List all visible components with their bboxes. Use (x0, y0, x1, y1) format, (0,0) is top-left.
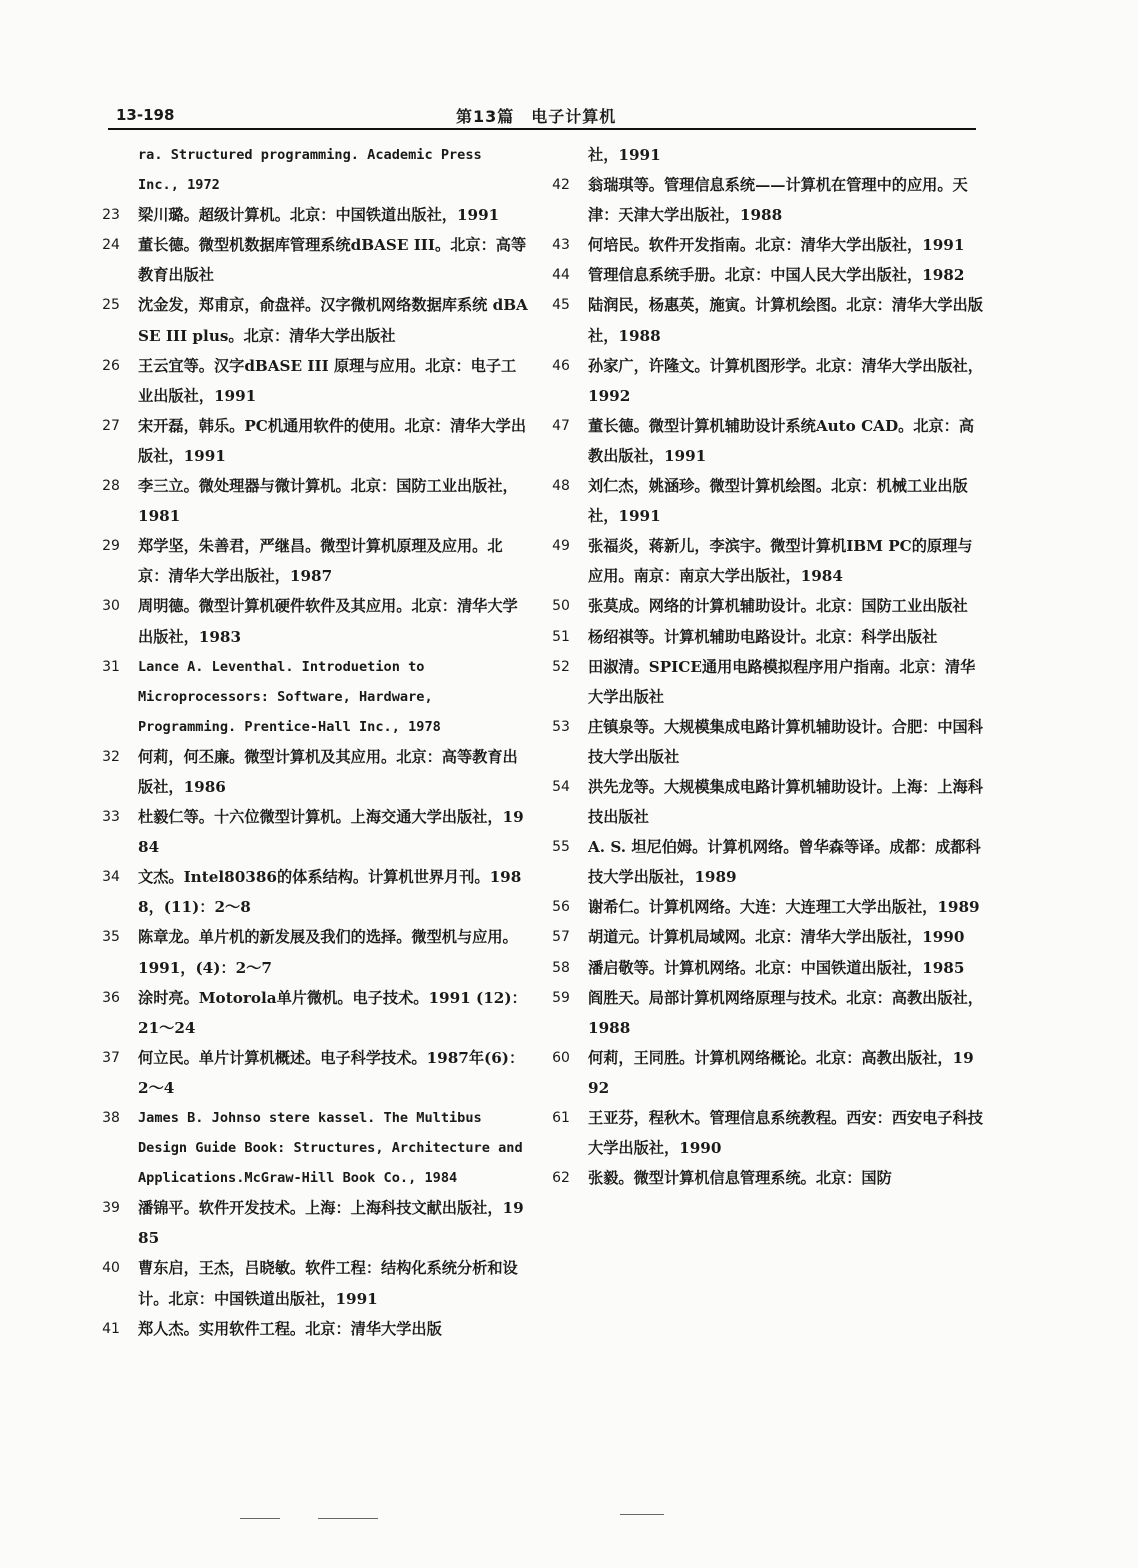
reference-text: 阎胜天。局部计算机网络原理与技术。北京：高教出版社，1988 (588, 988, 983, 1037)
reference-number: 56 (552, 899, 570, 916)
reference-entry (546, 1043, 984, 1103)
reference-text: 陆润民，杨惠英，施寅。计算机绘图。北京：清华大学出版社，1988 (588, 296, 983, 345)
page-header (108, 100, 976, 130)
reference-entry (96, 922, 528, 982)
reference-text: 何培民。软件开发指南。北京：清华大学出版社，1991 (588, 236, 965, 255)
reference-text: 董长德。微型机数据库管理系统dBASE III。北京：高等教育出版社 (138, 236, 527, 285)
reference-entry (96, 1193, 528, 1253)
reference-entry (96, 230, 528, 290)
reference-number: 38 (102, 1110, 120, 1126)
reference-entry (96, 802, 528, 862)
reference-number: 29 (102, 538, 120, 555)
reference-number: 25 (102, 297, 120, 314)
reference-number: 31 (102, 658, 120, 675)
reference-number: 33 (102, 809, 120, 826)
reference-text: 文杰。Intel80386的体系结构。计算机世界月刊。1988，(11)：2～8 (138, 868, 522, 917)
reference-entry (546, 531, 984, 591)
reference-number: 32 (102, 748, 120, 765)
reference-text: 潘启敬等。计算机网络。北京：中国铁道出版社，1985 (588, 958, 965, 977)
reference-text: 何立民。单片计算机概述。电子科学技术。1987年(6)：2～4 (138, 1048, 525, 1097)
running-title: 第13篇 电子计算机 (456, 107, 617, 126)
reference-text: 社，1991 (588, 146, 661, 164)
reference-text: 何莉，王同胜。计算机网络概论。北京：高教出版社，1992 (588, 1048, 974, 1097)
reference-text: 涂时亮。Motorola单片微机。电子技术。1991 (12)：21～24 (138, 988, 527, 1037)
reference-number: 36 (102, 989, 120, 1006)
reference-entry (96, 1043, 528, 1103)
reference-entry (96, 1253, 528, 1313)
reference-number: 48 (552, 478, 570, 495)
header-rule (108, 128, 976, 130)
reference-text: 曹东启，王杰，吕晓敏。软件工程：结构化系统分析和设计。北京：中国铁道出版社，1991 (138, 1259, 518, 1308)
reference-entry (96, 411, 528, 471)
reference-text: A. S. 坦尼伯姆。计算机网络。曾华森等译。成都：成都科技大学出版社，1989 (588, 838, 981, 887)
reference-text: James B. Johnso stere kassel. The Multibus Design Guide Book: Structures, Architecture and Applications.McGraw-Hill Book Co., 1984 (138, 1110, 523, 1187)
reference-text: 郑人杰。实用软件工程。北京：清华大学出版 (138, 1319, 442, 1338)
reference-number: 44 (552, 267, 570, 284)
reference-entry (546, 290, 984, 350)
reference-number: 39 (102, 1200, 120, 1217)
reference-number: 23 (102, 207, 120, 224)
reference-text: 张莫成。网络的计算机辅助设计。北京：国防工业出版社 (588, 597, 968, 616)
reference-number: 60 (552, 1049, 570, 1066)
reference-entry (546, 922, 984, 952)
reference-entry (546, 892, 984, 922)
reference-number: 37 (102, 1049, 120, 1066)
reference-text: 胡道元。计算机局域网。北京：清华大学出版社，1990 (588, 928, 965, 947)
reference-entry (546, 230, 984, 260)
reference-text: 陈章龙。单片机的新发展及我们的选择。微型机与应用。1991，(4)：2～7 (138, 928, 518, 977)
reference-number: 52 (552, 658, 570, 675)
reference-text: 潘锦平。软件开发技术。上海：上海科技文献出版社，1985 (138, 1199, 524, 1248)
reference-text: 杜毅仁等。十六位微型计算机。上海交通大学出版社，1984 (138, 808, 524, 857)
reference-entry (546, 1103, 984, 1163)
reference-number: 35 (102, 929, 120, 946)
reference-text: 翁瑞琪等。管理信息系统——计算机在管理中的应用。天津：天津大学出版社，1988 (588, 176, 968, 225)
reference-number: 51 (552, 628, 570, 645)
reference-number: 57 (552, 929, 570, 946)
reference-text: 王亚芬，程秋木。管理信息系统教程。西安：西安电子科技大学出版社，1990 (588, 1109, 983, 1158)
reference-number: 45 (552, 297, 570, 314)
reference-number: 49 (552, 538, 570, 555)
reference-entry (546, 170, 984, 230)
reference-text: 孙家广，许隆文。计算机图形学。北京：清华大学出版社，1992 (588, 356, 983, 405)
reference-number: 30 (102, 598, 120, 615)
reference-entry (96, 742, 528, 802)
reference-number: 26 (102, 357, 120, 374)
reference-text: 董长德。微型计算机辅助设计系统Auto CAD。北京：高教出版社，1991 (588, 416, 975, 465)
reference-number: 54 (552, 778, 570, 795)
right-reference-column (546, 140, 984, 1193)
reference-entry (546, 411, 984, 471)
reference-entry (546, 832, 984, 892)
reference-text: 沈金发，郑甫京，俞盘祥。汉字微机网络数据库系统 dBASE III plus。北京：清华大学出版社 (138, 296, 528, 345)
reference-number: 50 (552, 598, 570, 615)
reference-text: Lance A. Leventhal. Introduetion to Microprocessors: Software, Hardware, Programming. Prentice-Hall Inc., 1978 (138, 658, 441, 735)
reference-entry (96, 1103, 528, 1193)
page-number: 13-198 (116, 106, 175, 124)
reference-text: 杨绍祺等。计算机辅助电路设计。北京：科学出版社 (588, 627, 938, 646)
reference-text: 王云宜等。汉字dBASE III 原理与应用。北京：电子工业出版社，1991 (138, 356, 517, 405)
reference-entry (546, 140, 984, 170)
reference-entry (546, 351, 984, 411)
reference-text: 管理信息系统手册。北京：中国人民大学出版社，1982 (588, 266, 965, 285)
reference-number: 59 (552, 989, 570, 1006)
reference-text: ra. Structured programming. Academic Press Inc., 1972 (138, 147, 482, 194)
reference-entry (96, 531, 528, 591)
reference-text: 刘仁杰，姚涵珍。微型计算机绘图。北京：机械工业出版社，1991 (588, 477, 968, 526)
reference-entry (96, 290, 528, 350)
reference-number: 40 (102, 1260, 120, 1277)
reference-text: 何莉，何丕廉。微型计算机及其应用。北京：高等教育出版社，1986 (138, 747, 518, 796)
reference-text: 梁川璐。超级计算机。北京：中国铁道出版社，1991 (138, 206, 500, 225)
reference-number: 34 (102, 869, 120, 886)
reference-entry (96, 140, 528, 200)
reference-entry (96, 471, 528, 531)
reference-text: 李三立。微处理器与微计算机。北京：国防工业出版社，1981 (138, 477, 518, 526)
reference-number: 55 (552, 839, 570, 856)
reference-entry (546, 622, 984, 652)
reference-text: 周明德。微型计算机硬件软件及其应用。北京：清华大学出版社，1983 (138, 597, 518, 646)
reference-entry (96, 983, 528, 1043)
reference-entry (546, 652, 984, 712)
reference-text: 洪先龙等。大规模集成电路计算机辅助设计。上海：上海科技出版社 (588, 777, 983, 827)
reference-number: 58 (552, 959, 570, 976)
reference-number: 41 (102, 1320, 120, 1337)
reference-number: 24 (102, 237, 120, 254)
reference-text: 宋开磊，韩乐。PC机通用软件的使用。北京：清华大学出版社，1991 (138, 416, 527, 465)
reference-entry (546, 1163, 984, 1193)
reference-entry (546, 260, 984, 290)
reference-entry (96, 591, 528, 651)
left-reference-column (96, 140, 528, 1344)
reference-text: 谢希仁。计算机网络。大连：大连理工大学出版社，1989 (588, 898, 980, 917)
reference-number: 47 (552, 417, 570, 434)
reference-entry (96, 862, 528, 922)
reference-number: 62 (552, 1170, 570, 1187)
reference-text: 田淑清。SPICE通用电路模拟程序用户指南。北京：清华大学出版社 (588, 657, 976, 706)
reference-text: 郑学坚，朱善君，严继昌。微型计算机原理及应用。北京：清华大学出版社，1987 (138, 537, 503, 586)
reference-number: 28 (102, 478, 120, 495)
reference-entry (96, 351, 528, 411)
reference-number: 42 (552, 177, 570, 194)
reference-entry (546, 471, 984, 531)
reference-entry (546, 712, 984, 772)
reference-text: 张毅。微型计算机信息管理系统。北京：国防 (588, 1169, 892, 1188)
reference-number: 46 (552, 357, 570, 374)
reference-entry (546, 772, 984, 832)
reference-entry (96, 1314, 528, 1344)
reference-number: 27 (102, 417, 120, 434)
reference-text: 庄镇泉等。大规模集成电路计算机辅助设计。合肥：中国科技大学出版社 (588, 717, 983, 766)
reference-number: 43 (552, 237, 570, 254)
reference-text: 张福炎，蒋新儿，李滨宇。微型计算机IBM PC的原理与应用。南京：南京大学出版社，1984 (588, 537, 973, 586)
reference-entry (546, 953, 984, 983)
reference-number: 53 (552, 718, 570, 735)
reference-entry (96, 652, 528, 742)
reference-entry (546, 983, 984, 1043)
reference-number: 61 (552, 1110, 570, 1126)
reference-entry (546, 591, 984, 621)
reference-entry (96, 200, 528, 230)
